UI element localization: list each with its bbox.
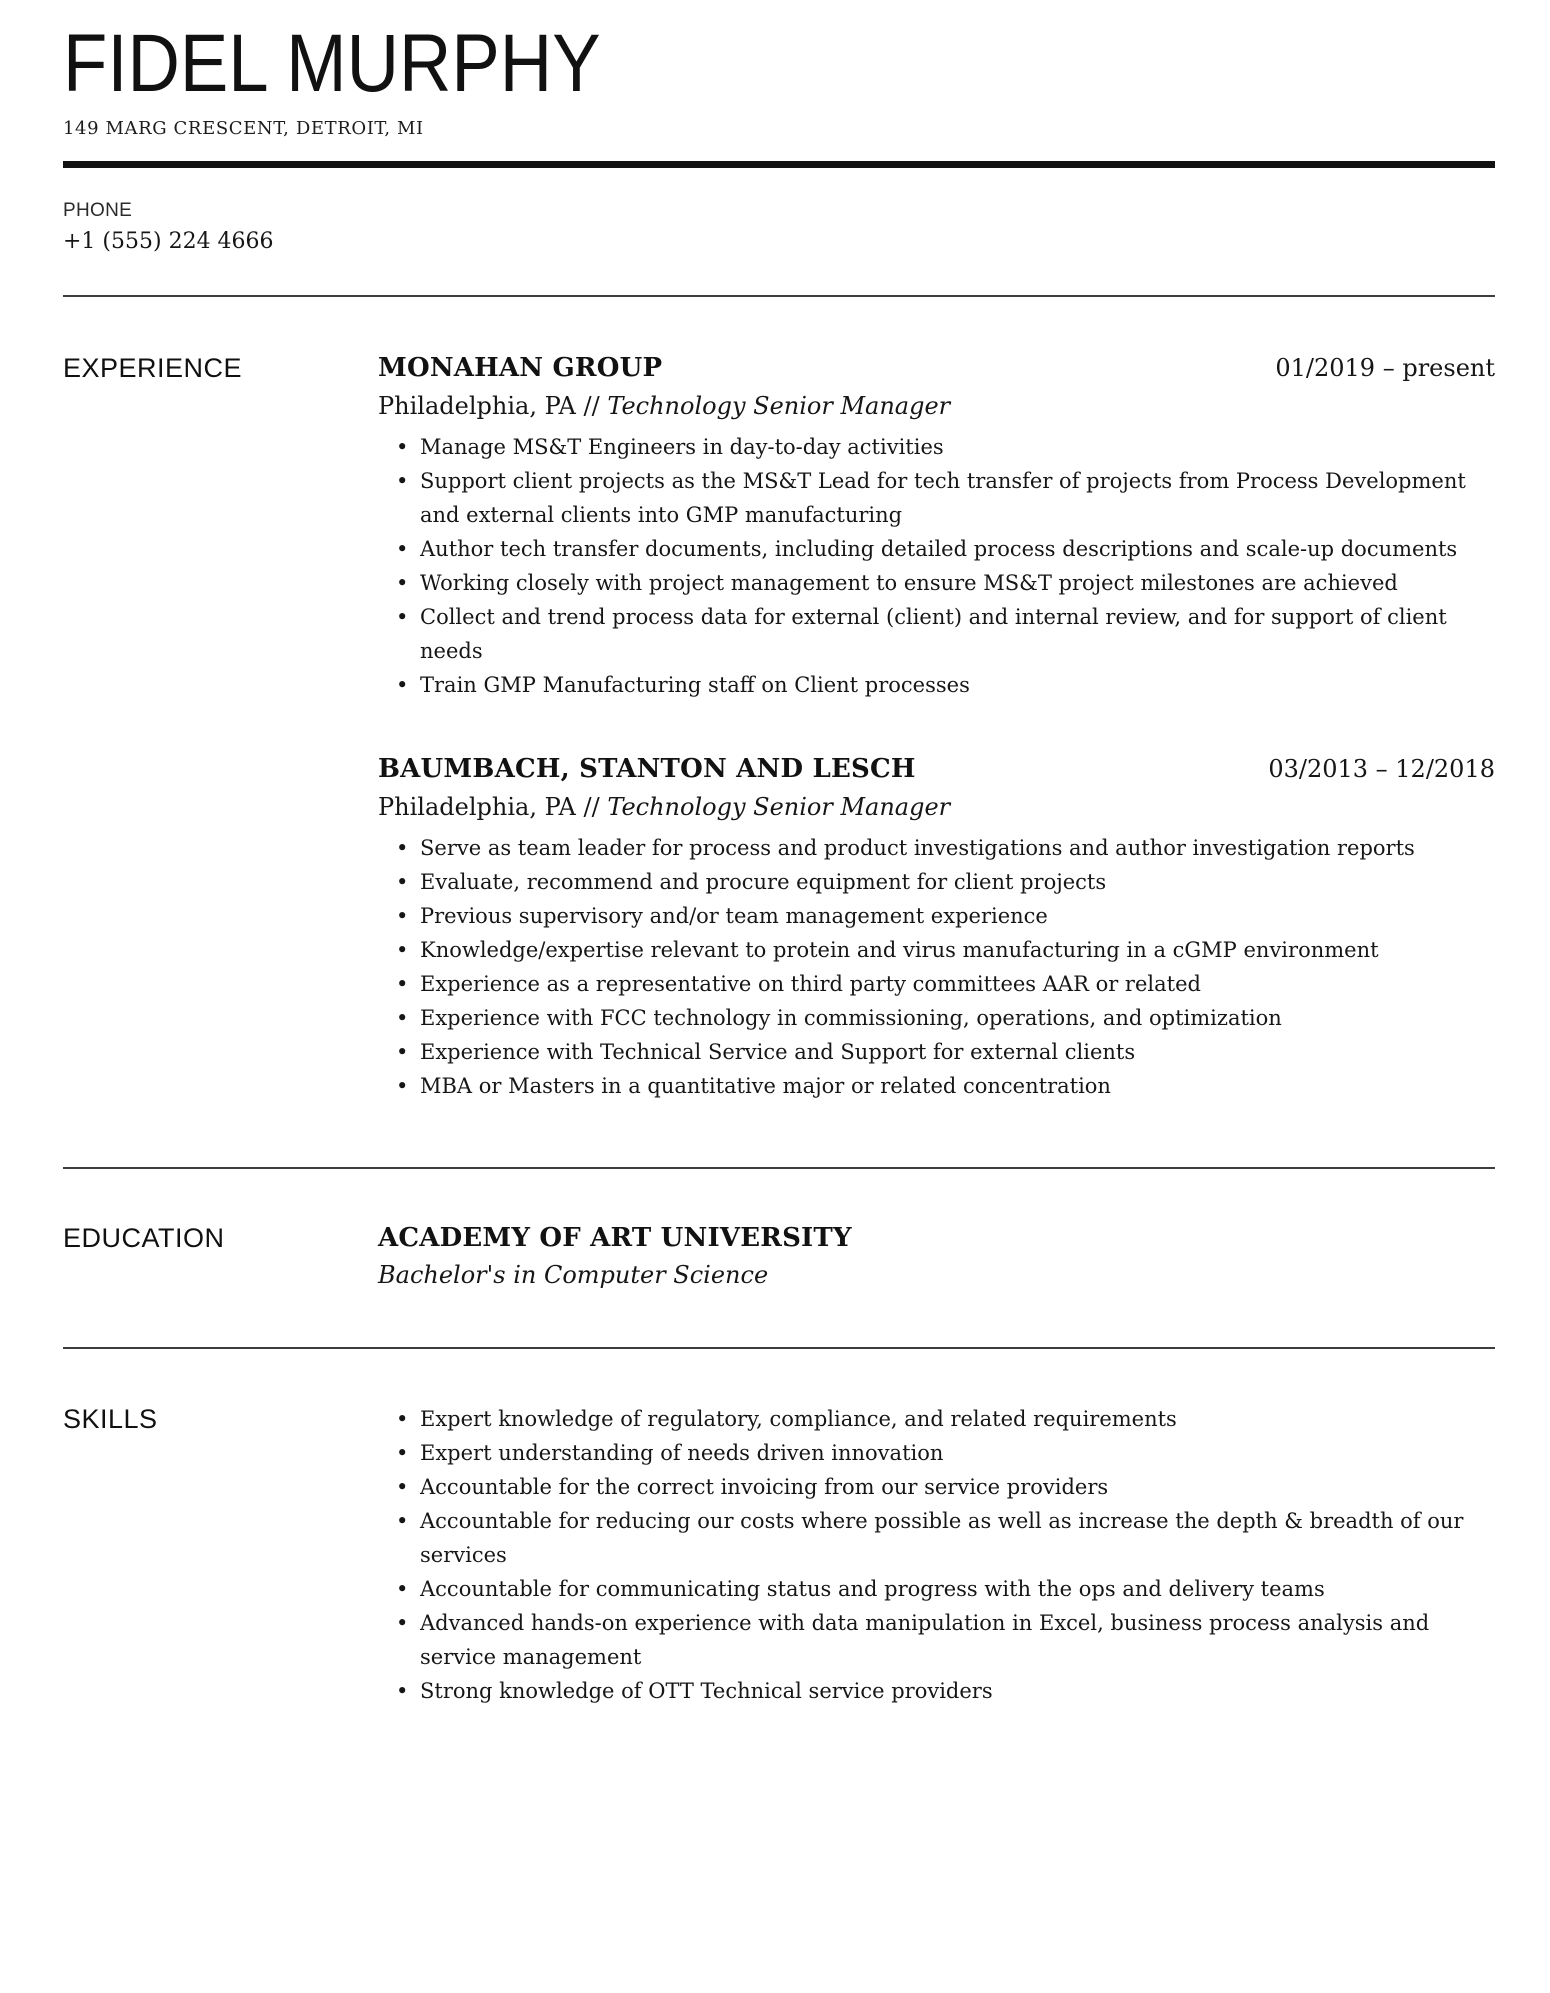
bullet-item: • Previous supervisory and/or team management experience [420, 899, 1495, 933]
job-title: Technology Senior Manager [607, 793, 951, 821]
resume-header [63, 18, 1495, 141]
bullet-item: • Accountable for communicating status and progress with the ops and delivery teams [420, 1572, 1495, 1606]
education-content [378, 1223, 1495, 1289]
skills-section [63, 1349, 1495, 1708]
job-subline [378, 392, 1495, 420]
bullet-item: • Expert understanding of needs driven innovation [420, 1436, 1495, 1470]
job-bullet-list [378, 831, 1495, 1103]
job-dates: 01/2019 – present [1275, 354, 1495, 382]
education-label-column [63, 1223, 378, 1253]
bullet-item: • Collect and trend process data for external (client) and internal review, and for support of client needs [420, 600, 1495, 668]
bullet-item: • Expert knowledge of regulatory, compliance, and related requirements [420, 1402, 1495, 1436]
skills-section-label: SKILLS [63, 1404, 158, 1434]
skills-label-column [63, 1402, 378, 1436]
education-section-label: EDUCATION [63, 1223, 225, 1253]
bullet-item: • Strong knowledge of OTT Technical service providers [420, 1674, 1495, 1708]
bullet-item: • Train GMP Manufacturing staff on Client processes [420, 668, 1495, 702]
person-name: FIDEL MURPHY [63, 18, 601, 109]
person-name-heading [63, 18, 1495, 109]
job-entry [378, 754, 1495, 1103]
skills-content [378, 1402, 1495, 1708]
experience-section [63, 297, 1495, 1167]
job-header [378, 353, 1495, 383]
bullet-item: • Accountable for reducing our costs where possible as well as increase the depth & breadth of our services [420, 1504, 1495, 1572]
experience-label-column [63, 353, 378, 383]
bullet-item: • Manage MS&T Engineers in day-to-day activities [420, 430, 1495, 464]
header-divider [63, 161, 1495, 168]
job-subline [378, 793, 1495, 821]
phone-number: +1 (555) 224 4666 [63, 229, 274, 254]
skills-bullet-list [378, 1402, 1495, 1708]
school-name: ACADEMY OF ART UNIVERSITY [378, 1223, 852, 1253]
job-entry [378, 353, 1495, 702]
bullet-item: • Support client projects as the MS&T Lead for tech transfer of projects from Process Development and external clients into GMP manufacturing [420, 464, 1495, 532]
job-location: Philadelphia, PA [378, 793, 576, 821]
experience-section-label: EXPERIENCE [63, 353, 243, 383]
bullet-item: • Author tech transfer documents, including detailed process descriptions and scale-up documents [420, 532, 1495, 566]
phone-label: PHONE [63, 200, 133, 221]
bullet-item: • Working closely with project management to ensure MS&T project milestones are achieved [420, 566, 1495, 600]
contact-block [63, 200, 1495, 255]
company-name: MONAHAN GROUP [378, 353, 663, 383]
bullet-item: • Knowledge/expertise relevant to protein and virus manufacturing in a cGMP environment [420, 933, 1495, 967]
company-name: BAUMBACH, STANTON AND LESCH [378, 754, 916, 784]
experience-content [378, 353, 1495, 1103]
job-location: Philadelphia, PA [378, 392, 576, 420]
location-title-separator: // [583, 392, 600, 420]
bullet-item: • Advanced hands-on experience with data manipulation in Excel, business process analysis and service management [420, 1606, 1495, 1674]
job-bullet-list [378, 430, 1495, 702]
bullet-item: • Experience with Technical Service and Support for external clients [420, 1035, 1495, 1069]
location-title-separator: // [583, 793, 600, 821]
job-dates: 03/2013 – 12/2018 [1268, 755, 1495, 783]
bullet-item: • Experience with FCC technology in commissioning, operations, and optimization [420, 1001, 1495, 1035]
job-title: Technology Senior Manager [607, 392, 951, 420]
bullet-item: • MBA or Masters in a quantitative major or related concentration [420, 1069, 1495, 1103]
bullet-item: • Serve as team leader for process and product investigations and author investigation reports [420, 831, 1495, 865]
job-header [378, 754, 1495, 784]
bullet-item: • Experience as a representative on third party committees AAR or related [420, 967, 1495, 1001]
address-line: 149 MARG CRESCENT, DETROIT, MI [63, 118, 424, 139]
bullet-item: • Accountable for the correct invoicing from our service providers [420, 1470, 1495, 1504]
bullet-item: • Evaluate, recommend and procure equipment for client projects [420, 865, 1495, 899]
education-section [63, 1169, 1495, 1347]
degree-name: Bachelor's in Computer Science [378, 1261, 769, 1289]
